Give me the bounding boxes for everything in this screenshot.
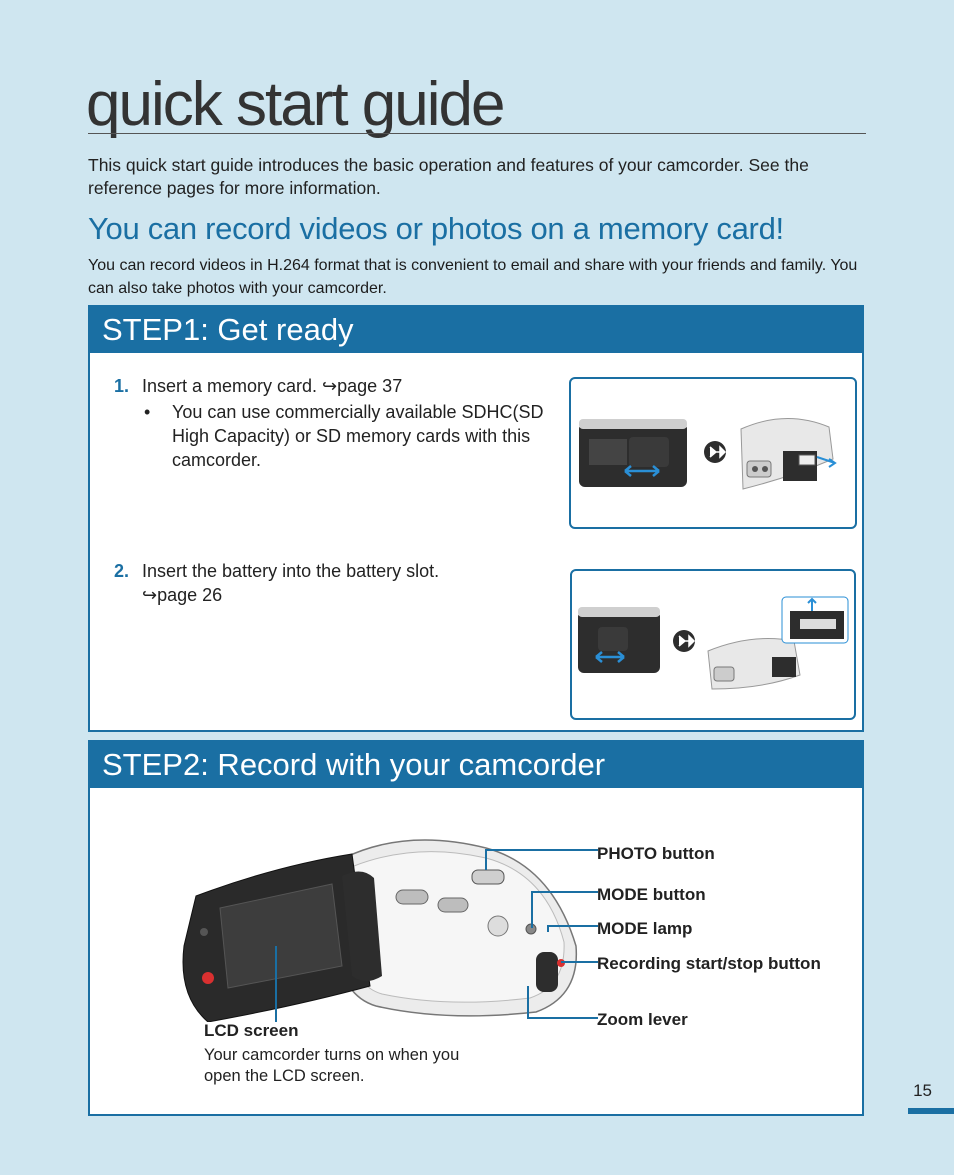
- callout-zoom-lever: Zoom lever: [597, 1010, 688, 1029]
- callout-photo-button: PHOTO button: [597, 844, 715, 863]
- page-number: 15: [913, 1081, 932, 1100]
- bullet-item: • You can use commercially available SDHC(SD High Capacity) or SD memory cards with this camcorder.: [172, 400, 554, 472]
- item-text: Insert a memory card. ↪page 37: [142, 376, 403, 396]
- item-number: 2.: [114, 561, 130, 581]
- battery-drawing: [572, 571, 854, 718]
- bullet-list: [114, 400, 554, 472]
- step2-section: [88, 740, 864, 1116]
- callout-mode-button: MODE button: [597, 885, 706, 904]
- memory-card-drawing: [571, 379, 855, 527]
- callout-lcd-screen: LCD screen: [204, 1021, 299, 1040]
- title-rule: [88, 133, 866, 134]
- camcorder-illustration: [156, 826, 646, 1022]
- page-title: quick start guide: [86, 70, 504, 139]
- callout-mode-lamp: MODE lamp: [597, 919, 693, 938]
- lcd-description: Your camcorder turns on when you open the LCD screen.: [204, 1046, 460, 1085]
- subintro-text: You can record videos in H.264 format that is convenient to email and share with your friends and family. You can also take photos with your camcorder.: [88, 257, 858, 297]
- intro-text: This quick start guide introduces the basic operation and features of your camcorder. See the reference pages for more information.: [88, 155, 809, 198]
- memory-card-illustration: [569, 377, 857, 529]
- page-number-bar: [908, 1108, 954, 1114]
- step1-item-1: [114, 374, 554, 472]
- battery-illustration: [570, 569, 856, 720]
- step2-title: STEP2: Record with your camcorder: [90, 742, 862, 788]
- step1-section: [88, 305, 864, 732]
- item-number: 1.: [114, 376, 130, 396]
- item-text: Insert the battery into the battery slot.: [142, 561, 440, 581]
- headline: You can record videos or photos on a memory card!: [88, 211, 784, 246]
- step1-item-2: [114, 559, 534, 607]
- page-ref: ↪page 26: [142, 585, 223, 605]
- callout-record-button: Recording start/stop button: [597, 954, 821, 973]
- step1-title: STEP1: Get ready: [90, 307, 862, 353]
